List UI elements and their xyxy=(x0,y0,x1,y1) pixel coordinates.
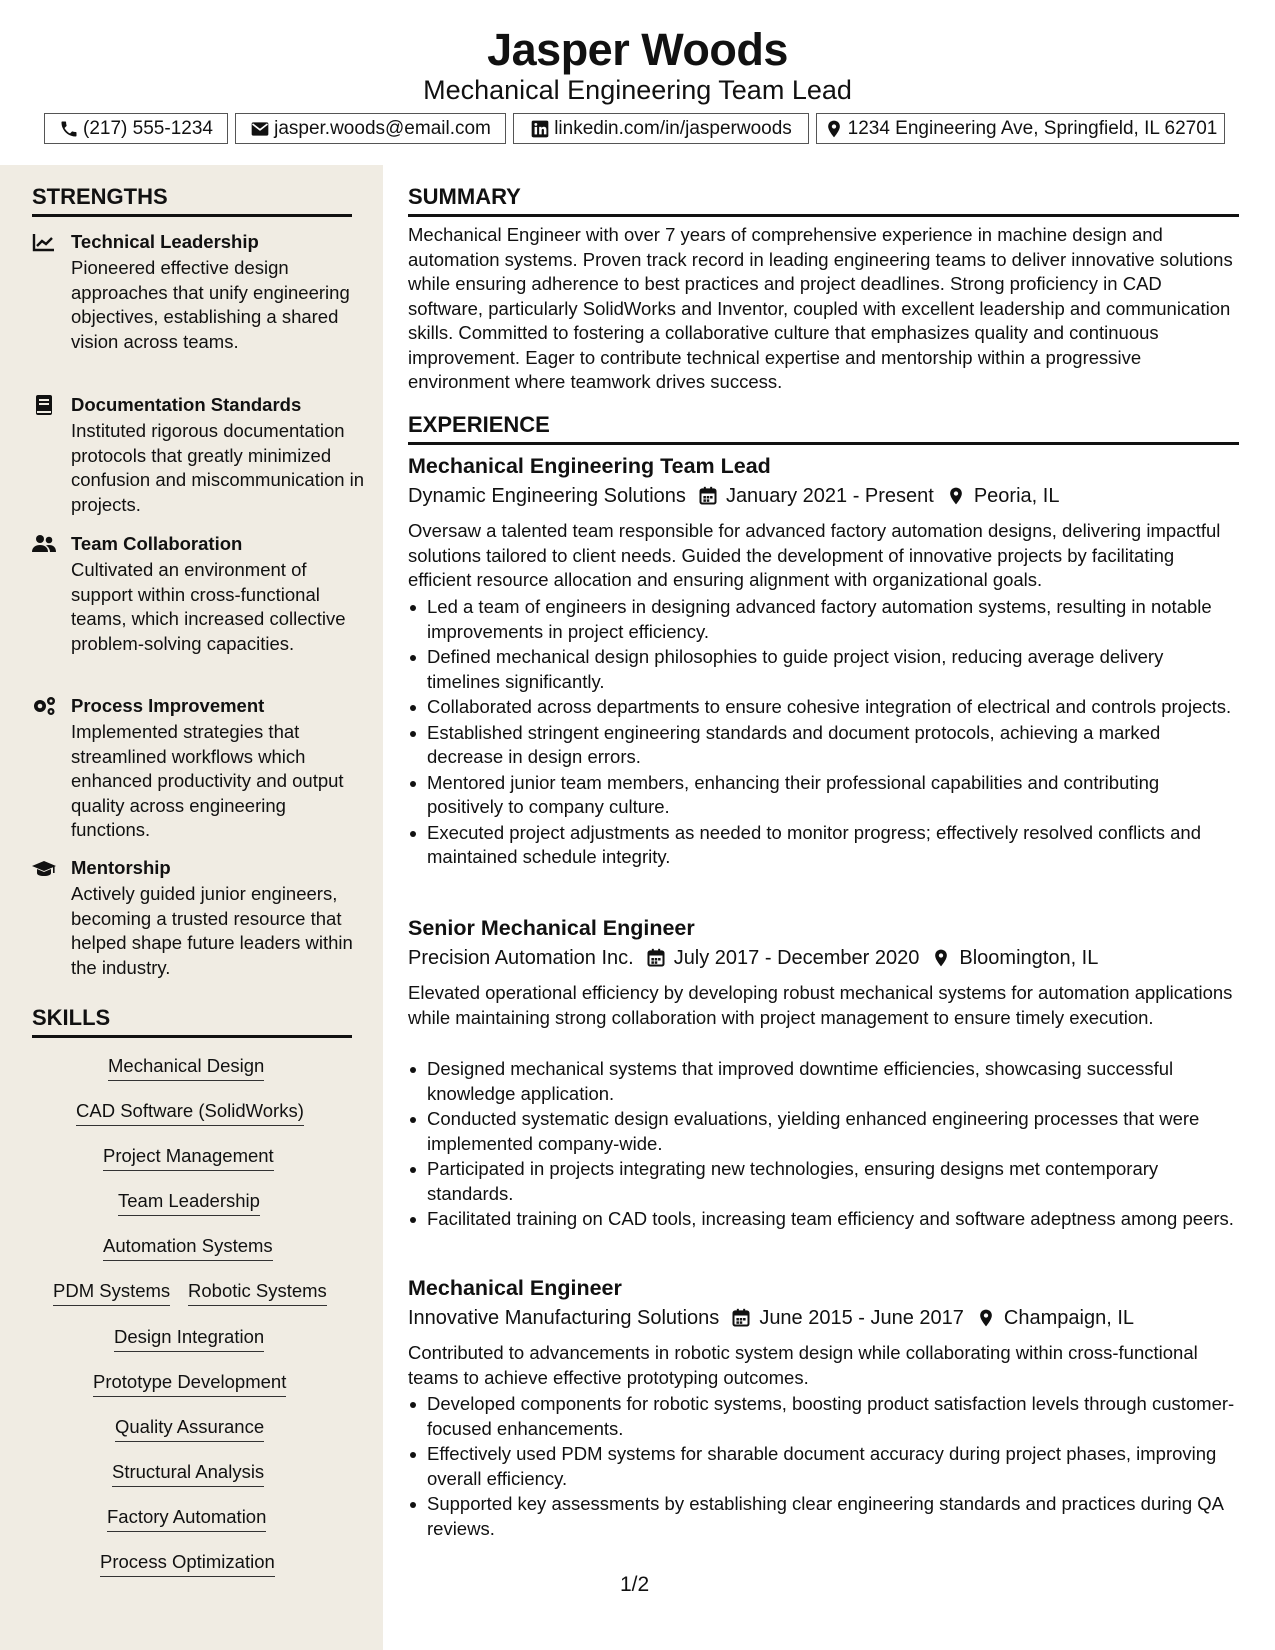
list-item: Supported key assessments by establishing clear engineering standards and practices during QA reviews. xyxy=(408,1492,1238,1541)
strengths-divider xyxy=(32,214,352,217)
skill-tag: Design Integration xyxy=(114,1325,264,1352)
job-meta xyxy=(408,1304,1134,1332)
job-location: Bloomington, IL xyxy=(959,946,1099,969)
list-item: Participated in projects integrating new technologies, ensuring designs met contemporary standards. xyxy=(408,1157,1238,1206)
contact-email[interactable] xyxy=(235,113,506,144)
job-bullets xyxy=(408,1057,1238,1233)
job-description: Oversaw a talented team responsible for advanced factory automation designs, delivering impactful solutions tailored to client needs. Guided the development of innovative projects by facilitating efficient resource allocation and ensuring alignment with organizational goals. xyxy=(408,520,1221,590)
skill-tag: Team Leadership xyxy=(118,1189,260,1216)
job-location: Peoria, IL xyxy=(973,484,1060,507)
list-item: Led a team of engineers in designing advanced factory automation systems, resulting in notable improvements in project efficiency. xyxy=(408,595,1238,644)
list-item: Developed components for robotic systems, boosting product satisfaction levels through customer-focused enhancements. xyxy=(408,1392,1238,1441)
resume-header xyxy=(0,0,1275,165)
list-item: Executed project adjustments as needed to monitor progress; effectively resolved conflicts and maintained schedule integrity. xyxy=(408,821,1238,870)
list-item: Facilitated training on CAD tools, increasing team efficiency and software adeptness among peers. xyxy=(408,1207,1238,1232)
skill-tag: CAD Software (SolidWorks) xyxy=(76,1099,304,1126)
calendar-icon xyxy=(646,948,666,968)
contact-linkedin-text: linkedin.com/in/jasperwoods xyxy=(554,117,792,139)
job-meta xyxy=(408,944,1098,972)
job-bullets xyxy=(408,1392,1238,1542)
map-marker-icon xyxy=(824,119,844,139)
page-number: 1/2 xyxy=(620,1573,650,1596)
summary-divider xyxy=(408,214,1239,217)
list-item: Collaborated across departments to ensure cohesive integration of electrical and controls projects. xyxy=(408,695,1238,720)
candidate-title: Mechanical Engineering Team Lead xyxy=(423,75,852,105)
strength-title: Process Improvement xyxy=(71,695,265,716)
contact-address-text: 1234 Engineering Ave, Springfield, IL 62701 xyxy=(847,117,1218,139)
skill-tag: Process Optimization xyxy=(100,1550,275,1577)
contact-linkedin[interactable] xyxy=(513,113,809,144)
list-item: Effectively used PDM systems for sharable document accuracy during project phases, improving overall efficiency. xyxy=(408,1442,1238,1491)
strength-desc: Implemented strategies that streamlined workflows which enhanced productivity and output quality across engineering functions. xyxy=(71,721,344,840)
calendar-icon xyxy=(698,486,718,506)
skill-tag: Project Management xyxy=(103,1144,274,1171)
contact-bar xyxy=(0,113,1275,145)
skill-tag: Factory Automation xyxy=(107,1505,266,1532)
skill-tag: Robotic Systems xyxy=(188,1279,327,1306)
skill-tag: Mechanical Design xyxy=(108,1054,264,1081)
map-marker-icon xyxy=(946,486,966,506)
summary-text: Mechanical Engineer with over 7 years of comprehensive experience in machine design and automation systems. Proven track record in leading engineering teams to deliver innovative solutions while ensuring adherence to best practices and project deadlines. Strong proficiency in CAD software, particularly SolidWorks and Inventor, coupled with excellent leadership and communication skills. Committed to fostering a collaborative culture that emphasizes quality and continuous improvement. Eager to contribute technical expertise and mentorship within a progressive environment where teamwork drives success. xyxy=(408,224,1233,392)
job-bullets xyxy=(408,595,1238,871)
strength-desc: Pioneered effective design approaches that unify engineering objectives, establishing a shared vision across teams. xyxy=(71,257,350,352)
summary-heading: SUMMARY xyxy=(408,184,521,209)
job-dates: June 2015 - June 2017 xyxy=(759,1306,964,1329)
experience-divider xyxy=(408,442,1239,445)
contact-phone-text: (217) 555-1234 xyxy=(83,117,213,139)
map-marker-icon xyxy=(976,1308,996,1328)
experience-heading: EXPERIENCE xyxy=(408,412,550,437)
skill-tag: PDM Systems xyxy=(53,1279,170,1306)
skill-tag: Structural Analysis xyxy=(112,1460,264,1487)
list-item: Mentored junior team members, enhancing their professional capabilities and contributing positively to company culture. xyxy=(408,771,1238,820)
skill-tag: Quality Assurance xyxy=(115,1415,264,1442)
linkedin-icon xyxy=(530,119,550,139)
list-item: Established stringent engineering standards and document protocols, achieving a marked decrease in design errors. xyxy=(408,721,1238,770)
job-company: Dynamic Engineering Solutions xyxy=(408,484,686,507)
users-icon xyxy=(32,534,56,554)
job-title: Mechanical Engineering Team Lead xyxy=(408,454,771,478)
strengths-heading: STRENGTHS xyxy=(32,184,168,209)
skills-heading: SKILLS xyxy=(32,1005,111,1030)
graduation-cap-icon xyxy=(32,858,56,878)
job-description: Contributed to advancements in robotic system design while collaborating within cross-functional teams to achieve effective prototyping outcomes. xyxy=(408,1342,1198,1388)
job-company: Precision Automation Inc. xyxy=(408,946,634,969)
strength-title: Team Collaboration xyxy=(71,533,243,554)
strength-desc: Actively guided junior engineers, becoming a trusted resource that helped shape future leaders within the industry. xyxy=(71,883,353,978)
strength-title: Technical Leadership xyxy=(71,231,259,252)
list-item: Designed mechanical systems that improved downtime efficiencies, showcasing successful knowledge application. xyxy=(408,1057,1238,1106)
book-icon xyxy=(32,395,56,415)
job-title: Senior Mechanical Engineer xyxy=(408,916,695,940)
skill-tag: Automation Systems xyxy=(103,1234,273,1261)
phone-icon xyxy=(59,119,79,139)
contact-email-text: jasper.woods@email.com xyxy=(274,117,491,139)
skills-divider xyxy=(32,1035,352,1038)
list-item: Defined mechanical design philosophies to guide project vision, reducing average delivery timelines significantly. xyxy=(408,645,1238,694)
list-item: Conducted systematic design evaluations, yielding enhanced engineering processes that were implemented company-wide. xyxy=(408,1107,1238,1156)
job-dates: January 2021 - Present xyxy=(725,484,934,507)
contact-address xyxy=(816,113,1225,144)
contact-phone[interactable] xyxy=(44,113,228,144)
strength-title: Mentorship xyxy=(71,857,171,878)
calendar-icon xyxy=(731,1308,751,1328)
strength-title: Documentation Standards xyxy=(71,394,302,415)
chart-line-icon xyxy=(32,232,56,252)
skill-tag: Prototype Development xyxy=(93,1370,286,1397)
gears-icon xyxy=(32,696,56,716)
job-meta xyxy=(408,482,1059,510)
job-description: Elevated operational efficiency by developing robust mechanical systems for automation applications while maintaining strong collaboration with project management to ensure timely execution. xyxy=(408,982,1233,1028)
map-marker-icon xyxy=(931,948,951,968)
candidate-name: Jasper Woods xyxy=(487,24,788,75)
strength-desc: Instituted rigorous documentation protocols that greatly minimized confusion and miscommunication in projects. xyxy=(71,420,365,515)
strength-desc: Cultivated an environment of support within cross-functional teams, which increased collective problem-solving capacities. xyxy=(71,559,346,654)
job-location: Champaign, IL xyxy=(1003,1306,1134,1329)
job-company: Innovative Manufacturing Solutions xyxy=(408,1306,720,1329)
job-title: Mechanical Engineer xyxy=(408,1276,622,1300)
job-dates: July 2017 - December 2020 xyxy=(673,946,920,969)
envelope-icon xyxy=(250,119,270,139)
